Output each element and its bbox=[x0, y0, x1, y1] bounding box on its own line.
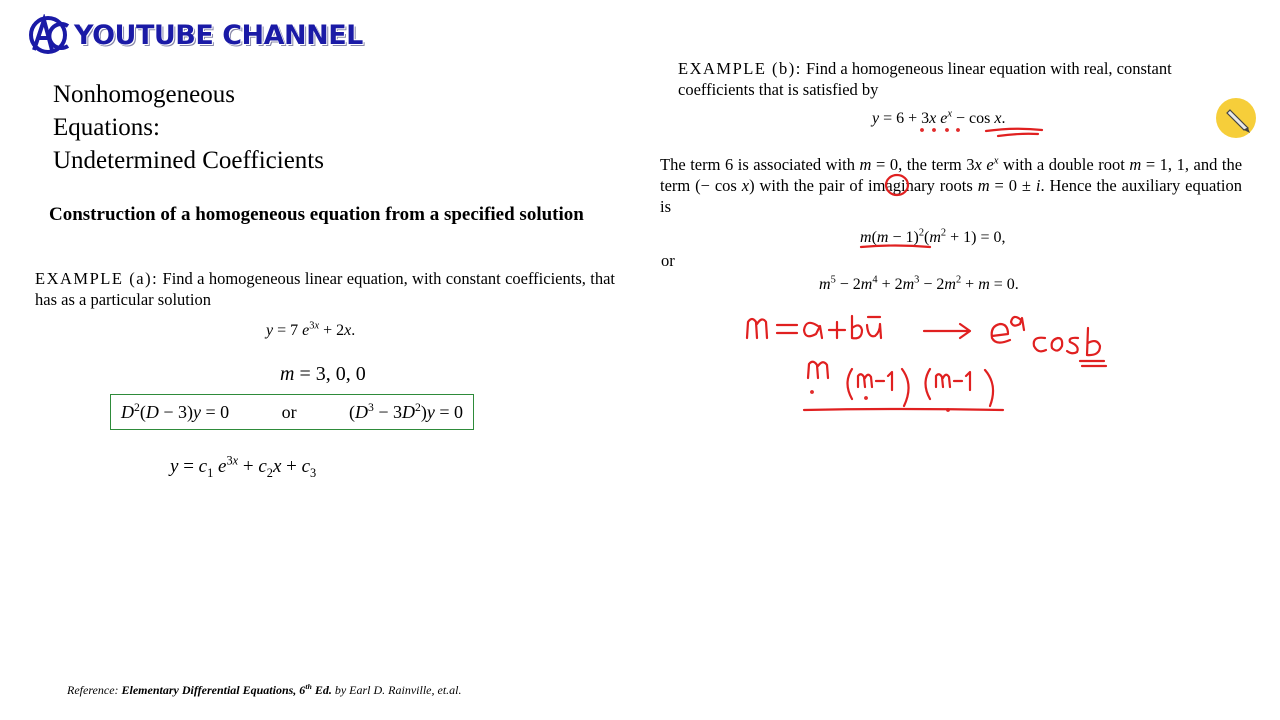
annotation-m-factors bbox=[804, 362, 1003, 411]
channel-name: YOUTUBE CHANNEL bbox=[74, 19, 363, 51]
annotation-underline-factor bbox=[861, 246, 930, 248]
example-a-label: EXAMPLE (a): bbox=[35, 269, 159, 288]
annotation-circle-x bbox=[886, 175, 908, 195]
reference-book: Elementary Differential Equations, 6 bbox=[121, 683, 306, 697]
reference-prefix: Reference: bbox=[67, 683, 119, 697]
operator-form-1: $D^2(D - 3)y = 0$ bbox=[121, 400, 230, 422]
example-a-roots-values: 3, 0, 0 bbox=[315, 363, 366, 385]
title-line-1: Nonhomogeneous bbox=[53, 81, 235, 108]
reference-edition-sup: th bbox=[305, 682, 312, 691]
annotation-underline-function bbox=[921, 129, 1042, 136]
example-b-function: y = 6 + 3x $e^x - \cos x$. bbox=[872, 108, 1006, 127]
example-a-text: Find a homogeneous linear equation, with constant coefficients, that has as a particular solution bbox=[35, 269, 615, 309]
title-line-2: Equations: bbox=[53, 114, 160, 141]
example-b-text: Find a homogeneous linear equation with real, constant coefficients that is satisfied by bbox=[678, 59, 1172, 99]
auxiliary-equation-factored: $m(m - 1)^2(m^2 + 1) = 0$, bbox=[860, 227, 1006, 246]
section-heading: Construction of a homogeneous equation from a specified solution bbox=[49, 204, 584, 225]
para-text-4: , and the term ( bbox=[660, 155, 1243, 195]
auxiliary-equation-expanded: $m^5 - 2m^4 + 2m^3 - 2m^2 + m = 0$. bbox=[819, 274, 1019, 293]
operator-or: or bbox=[281, 401, 297, 422]
example-a-roots: m = 3, 0, 0 bbox=[280, 363, 366, 385]
title-line-3: Undetermined Coefficients bbox=[53, 147, 324, 174]
example-a-general-solution: $y = c_1$ $e^{3x} + c_2x + c_3$ bbox=[170, 453, 317, 480]
example-b-label: EXAMPLE (b): bbox=[678, 59, 802, 78]
example-b-or: or bbox=[661, 251, 675, 270]
para-text-5: ) with the pair of imaginary roots bbox=[749, 176, 973, 195]
annotation-arrow bbox=[924, 324, 970, 338]
reference-edition-suffix: Ed. bbox=[311, 683, 332, 697]
para-text-6: Hence the auxiliary equation is bbox=[660, 176, 1242, 216]
example-a-solution: y = 7 $e^{3x} + 2x$. bbox=[266, 320, 356, 339]
para-text-2: , the term bbox=[898, 155, 962, 174]
highlighter-pointer-icon bbox=[1214, 96, 1260, 142]
operator-form-2: $(D^3 - 3D^2)y = 0$ bbox=[349, 400, 463, 422]
example-b-explanation: The term 6 is associated with m = 0, the term 3x $e^x$ with a double root m = 1, 1, and the term (− cos x) with the pair of imaginary roots m = 0 ± i. Hence the auxiliary equation is bbox=[660, 154, 1243, 216]
para-text-3: with a double root bbox=[1003, 155, 1125, 174]
para-text-1: The term 6 is associated with bbox=[660, 155, 855, 174]
annotation-ea-cosb bbox=[992, 317, 1106, 366]
annotation-m-equals-a-plus-bi bbox=[747, 316, 881, 338]
reference-author: by Earl D. Rainville, et.al. bbox=[334, 683, 462, 697]
